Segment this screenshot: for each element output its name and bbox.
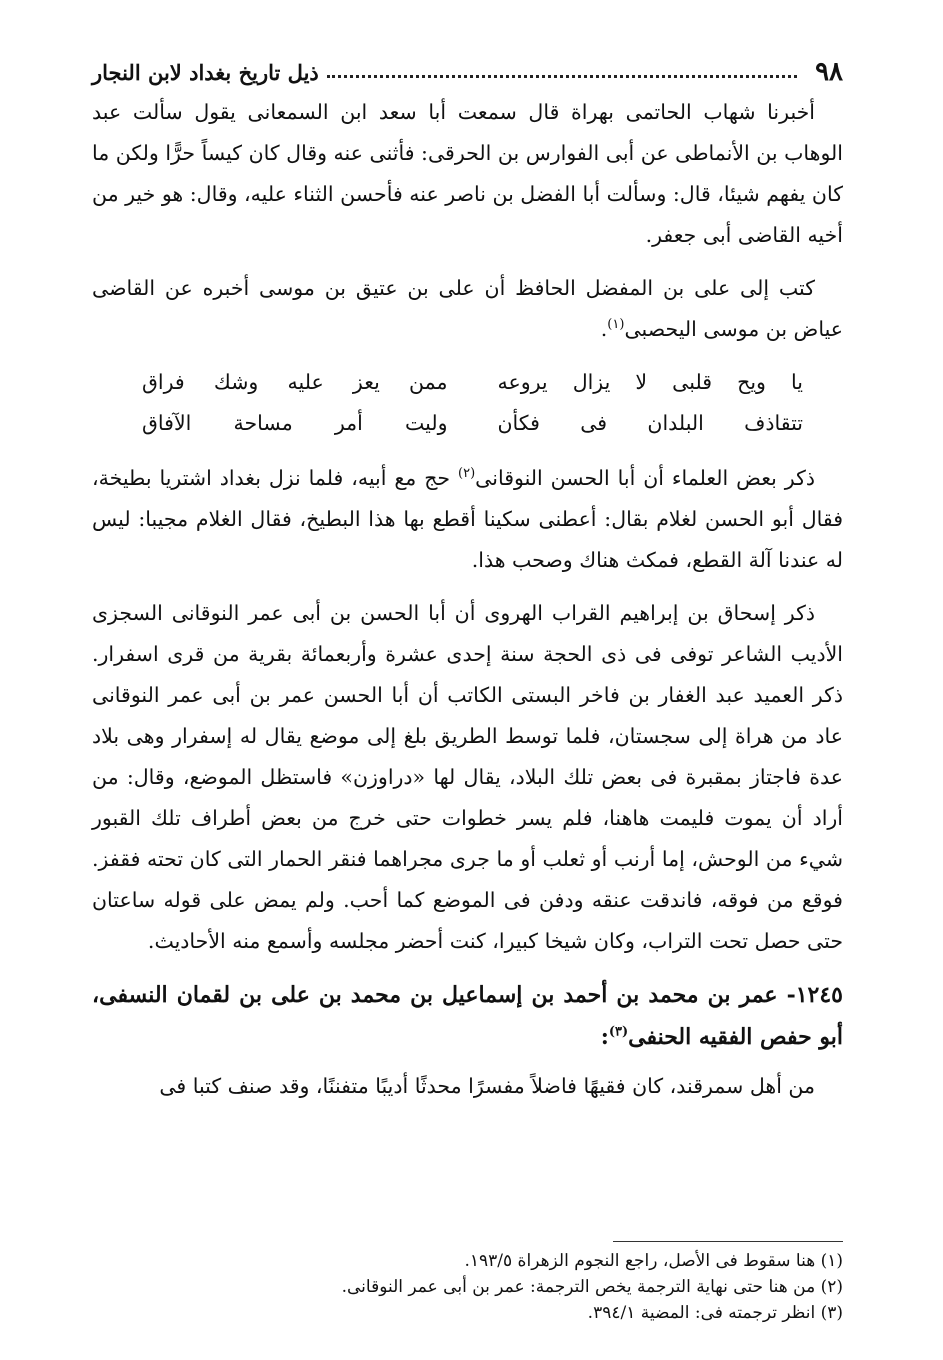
footnotes: [92, 1248, 843, 1326]
footnote-1: (١) هنا سقوط فى الأصل، راجع النجوم الزهراة ١٩٣/٥.: [464, 1251, 843, 1271]
verse-1-first-hemistich: يا ويح قلبى لا يزال يروعه: [497, 370, 803, 394]
paragraph-nawqani-death: ذكر إسحاق بن إبراهيم القراب الهروى أن أبا الحسن بن أبى عمر النوقانى السجزى الأديب الشاعر توفى فى ذى الحجة سنة إحدى عشرة وأربعمائة بقرية من قرى اسفرار. ذكر العميد عبد الغفار بن فاخر البستى الكاتب أن أبا الحسن عمر بن أبى عمر النوقانى عاد من هراة إلى سجستان، فلما توسط الطريق بلغ إلى موضع يقال له إسفرار وهى بلاد عدة فاجتاز بمقبرة فى بعض تلك البلاد، يقال لها «دراوزن» فاستظل الموضع، وقال: من أراد أن يموت فليمت هاهنا، فلم يسر خطوات حتى خرج من بعض أطراف تلك القبور شيء من الوحش، إما أرنب أو ثعلب أو ما جرى مجراهما فنقر الحمار التى كان تحته فقفز. فوقع من فوقه، فاندقت عنقه ودفن فى الموضع كما أحب. ولم يمض على قوله ساعتان حتى حصل تحت التراب، وكان شيخا كبيرا، كنت أحضر مجلسه وأسمع منه الأحاديث.: [92, 601, 843, 953]
paragraph-samarqand: من أهل سمرقند، كان فقيهًا فاضلاً مفسرًا محدثًا أديبًا متفننًا، وقد صنف كتبا فى: [159, 1074, 815, 1098]
poem-verses: [92, 362, 843, 444]
footnote-ref-3[interactable]: (٣): [608, 1024, 629, 1040]
entry-heading-text: ١٢٤٥- عمر بن محمد بن أحمد بن إسماعيل بن محمد بن على بن لقمان النسفى، أبو حفص الفقيه الحنفى: [92, 982, 843, 1050]
verse-1-second-hemistich: ممن يعز عليه وشك فراق: [142, 370, 448, 394]
paragraph-nawqani-melon-start: ذكر بعض العلماء أن أبا الحسن النوقانى: [475, 466, 815, 490]
page-body: [92, 92, 843, 1119]
entry-heading-1245: [92, 974, 843, 1058]
page-number: ٩٨: [815, 57, 843, 87]
paragraph-mufaddal: كتب إلى على بن المفضل الحافظ أن على بن عتيق بن موسى أخبره عن القاضى عياض بن موسى اليحصبى$^{(١)}$.: [92, 276, 843, 341]
paragraph-nawqani-melon: [92, 458, 843, 581]
entry-heading-colon: :: [600, 1024, 609, 1050]
running-title: ذيل تاريخ بغداد لابن النجار: [92, 59, 319, 85]
verse-2-second-hemistich: وليت أمر مساحة الآفاق: [142, 411, 448, 435]
footnote-2: (٢) من هنا حتى نهاية الترجمة يخص الترجمة: عمر بن أبى عمر النوقانى.: [341, 1277, 843, 1297]
verse-2-first-hemistich: تتقاذف البلدان فى فكأن: [497, 411, 803, 435]
paragraph-nawqani-melon-rest: حج مع أبيه، فلما نزل بغداد اشتريا بطيخة، فقال أبو الحسن لغلام بقال: أعطنى سكينا أقطع بها هذا البطيخ، فقال الغلام مجيبا: ليس له عندنا آلة القطع، فمكث هناك وصحب هذا.: [92, 466, 843, 572]
footnote-ref-2[interactable]: (٢): [458, 466, 476, 482]
running-header: [92, 52, 843, 92]
paragraph-hatimi: أخبرنا شهاب الحاتمى بهراة قال سمعت أبا سعد ابن السمعانى يقول سألت عبد الوهاب بن الأنماطى عن أبى الفوارس بن الحرقى: فأثنى عنه وقال كان كيساً حرًّا ولكن ما كان يفهم شيئا، قال: وسألت أبا الفضل بن ناصر عنه فأحسن الثناء عليه، وقال: هو خير من أخيه القاضى أبى جعفر.: [92, 100, 843, 247]
header-dotted-leader: [327, 75, 797, 78]
paragraph-mufaddal-text: كتب إلى على بن المفضل الحافظ أن على بن عتيق بن موسى أخبره عن القاضى عياض بن موسى اليحصبى: [92, 276, 843, 341]
footnote-ref-1[interactable]: (١): [607, 317, 625, 333]
footnote-3: (٣) انظر ترجمته فى: المضية ٣٩٤/١.: [587, 1303, 843, 1323]
footnote-separator: [613, 1241, 843, 1242]
